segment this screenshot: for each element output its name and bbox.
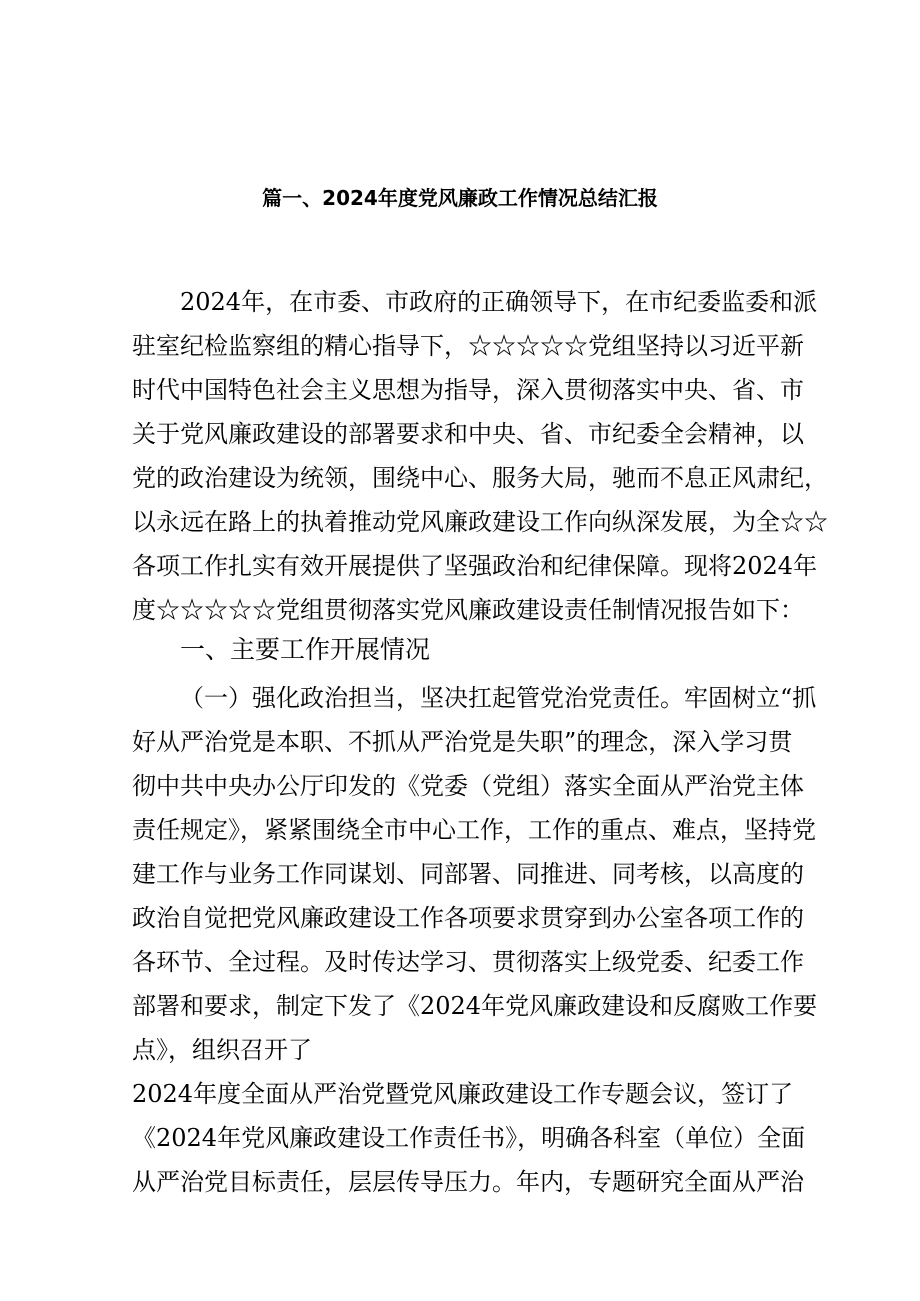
section-line-9: 点》，组织召开了 [132, 1036, 312, 1064]
intro-line-1: 2024年，在市委、市政府的正确领导下，在市纪委监委和派 [180, 288, 818, 316]
intro-line-3: 时代中国特色社会主义思想为指导，深入贯彻落实中央、省、市 [132, 376, 804, 404]
intro-line-2: 驻室纪检监察组的精心指导下，☆☆☆☆☆党组坚持以习近平新 [132, 332, 804, 360]
section-line-2: 好从严治党是本职、不抓从严治党是失职”的理念，深入学习贯 [132, 728, 793, 756]
section-line-3: 彻中共中央办公厅印发的《党委（党组）落实全面从严治党主体 [132, 772, 804, 800]
section-line-8: 部署和要求，制定下发了《2024年党风廉政建设和反腐败工作要 [132, 992, 818, 1020]
intro-line-7: 各项工作扎实有效开展提供了坚强政治和纪律保障。现将2024年 [132, 552, 818, 580]
intro-line-4: 关于党风廉政建设的部署要求和中央、省、市纪委全会精神，以 [132, 420, 804, 448]
section-line-5: 建工作与业务工作同谋划、同部署、同推进、同考核，以高度的 [132, 860, 804, 888]
section-line-12: 从严治党目标责任，层层传导压力。年内，专题研究全面从严治 [132, 1168, 804, 1196]
section-line-7: 各环节、全过程。及时传达学习、贯彻落实上级党委、纪委工作 [132, 948, 804, 976]
section-line-1: （一）强化政治担当，坚决扛起管党治党责任。牢固树立“抓 [180, 684, 817, 712]
intro-line-6: 以永远在路上的执着推动党风廉政建设工作向纵深发展，为全☆☆ [132, 508, 828, 536]
section-line-6: 政治自觉把党风廉政建设工作各项要求贯穿到办公室各项工作的 [132, 904, 804, 932]
section-line-4: 责任规定》，紧紧围绕全市中心工作，工作的重点、难点，坚持党 [132, 816, 816, 844]
document-title: 篇一、2024年度党风廉政工作情况总结汇报 [262, 186, 658, 210]
section-line-10: 2024年度全面从严治党暨党风廉政建设工作专题会议，签订了 [132, 1080, 794, 1108]
intro-line-5: 党的政治建设为统领，围绕中心、服务大局，驰而不息正风肃纪， [132, 464, 828, 492]
intro-line-8: 度☆☆☆☆☆党组贯彻落实党风廉政建设责任制情况报告如下： [132, 596, 804, 624]
section-heading: 一、主要工作开展情况 [180, 635, 431, 664]
section-line-11: 《2024年党风廉政建设工作责任书》，明确各科室（单位）全面 [132, 1124, 806, 1152]
